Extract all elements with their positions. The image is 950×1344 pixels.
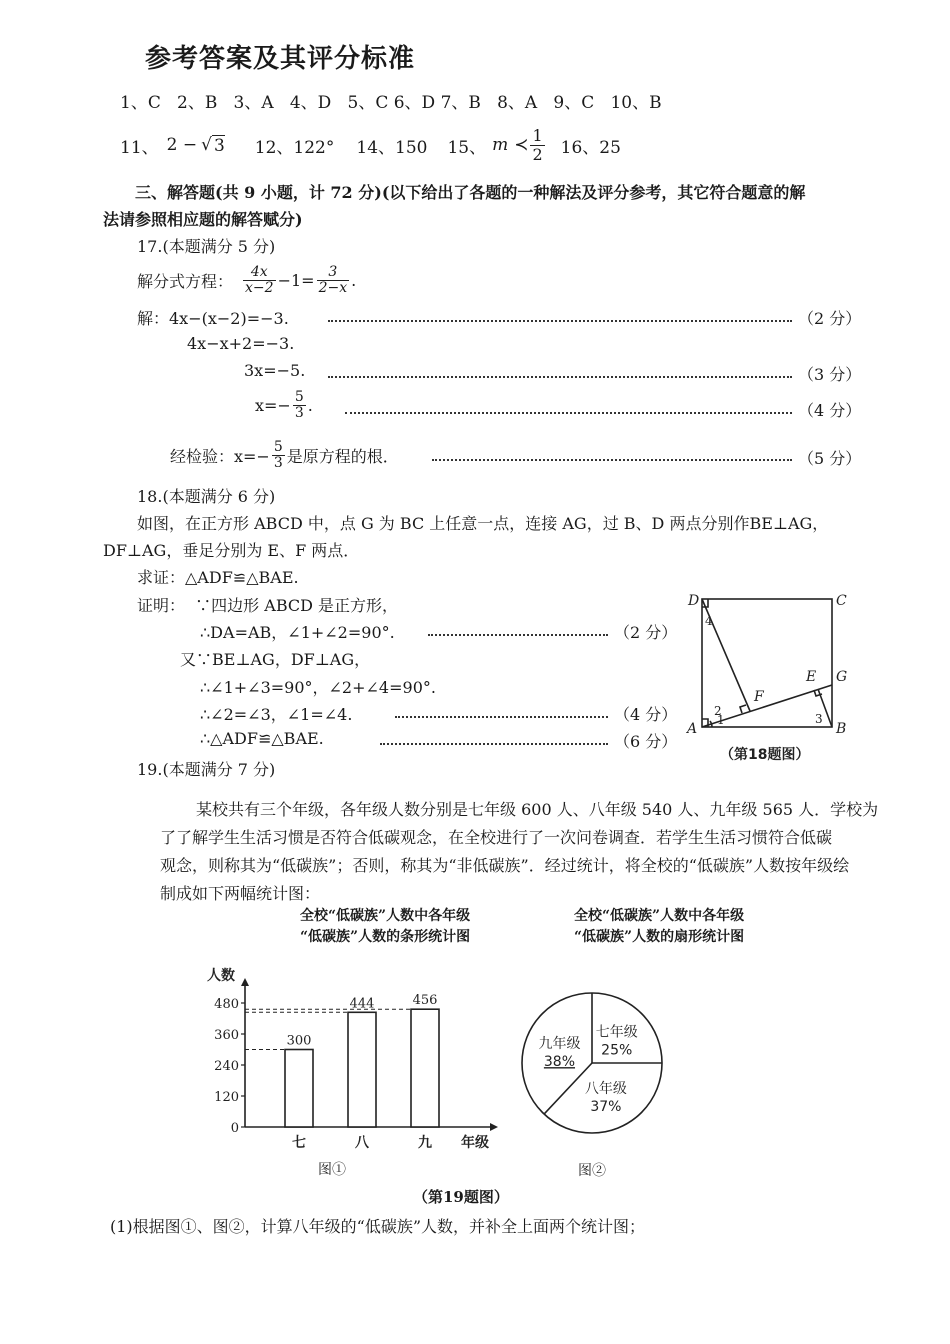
q15-lt: ≺	[514, 135, 529, 155]
y-tick-label: 360	[214, 1028, 239, 1043]
bar-value-label: 444	[349, 996, 375, 1012]
q17-step2: 4x−x+2=−3.	[187, 334, 295, 353]
bar-chart	[195, 960, 505, 1185]
q17-step1: 解：4x−(x−2)=−3.	[137, 309, 289, 328]
pie-chart-title: 全校“低碳族”人数中各年级	[574, 908, 745, 924]
q12: 12、122°	[254, 137, 335, 158]
label-f: F	[754, 689, 764, 705]
label-d: D	[688, 593, 700, 609]
q19-figure-caption: （第19题图）	[413, 1188, 509, 1206]
q18-heading: 18.(本题满分 6 分)	[137, 487, 276, 506]
bar-2	[348, 1012, 376, 1127]
bar-value-label: 300	[286, 1033, 312, 1049]
y-axis-arrow	[241, 978, 249, 986]
y-axis-label: 人数	[207, 968, 235, 984]
mc-answers: 1、C 2、B 3、A 4、D 5、C 6、D 7、B 8、A 9、C 10、B	[120, 93, 662, 113]
q17-step4-frac: $\frac{5}{3}$	[294, 388, 304, 421]
pie-chart-subtitle: “低碳族”人数的扇形统计图	[574, 929, 745, 945]
pie-chart	[510, 985, 680, 1185]
q17-equation	[137, 262, 356, 298]
q15-fraction: $\frac{1}{2}$	[532, 125, 543, 164]
q15-m: m	[492, 135, 509, 155]
angle-label-4: 4	[705, 614, 713, 628]
label-e: E	[806, 669, 817, 685]
label-g: G	[836, 669, 848, 685]
q18-score3: （6 分）	[614, 732, 678, 751]
q18-proof5: ∴∠2=∠3，∠1=∠4.	[200, 705, 353, 724]
q11-radicand: 3	[213, 135, 225, 156]
pie-slice-label: 九年级	[538, 1036, 581, 1053]
q19-para4: 制成如下两幅统计图：	[160, 884, 321, 903]
y-tick-label: 120	[214, 1090, 239, 1105]
q17-step4: x=− $\frac{5}{3}$ .	[255, 388, 313, 421]
section3-header-line2: 法请参照相应题的解答赋分)	[103, 210, 303, 229]
pie-slice-label: 七年级	[595, 1024, 638, 1041]
q11-label: 11、	[120, 137, 159, 158]
q19-para3: 观念，则称其为“低碳族”；否则，称其为“非低碳族”．经过统计，将全校的“低碳族”人数按年级绘	[160, 856, 850, 875]
x-axis-label: 年级	[461, 1135, 489, 1151]
angle-label-1: 1	[717, 713, 725, 727]
q19-question1: (1)根据图①、图②，计算八年级的“低碳族”人数，并补全上面两个统计图；	[110, 1217, 646, 1236]
q17-score1: （2 分）	[798, 309, 862, 328]
q17-score2: （3 分）	[798, 365, 862, 384]
q17-minus-one: −1=	[277, 270, 315, 290]
dots	[345, 412, 792, 414]
q17-score3: （4 分）	[798, 401, 862, 420]
q19-heading: 19.(本题满分 7 分)	[137, 760, 276, 779]
q18-proof1: 证明： ∵四边形 ABCD 是正方形，	[137, 596, 399, 615]
q18-proof4: ∴∠1+∠3=90°，∠2+∠4=90°.	[200, 678, 436, 697]
q17-frac1: $\frac{4x}{x-2}$	[245, 263, 274, 296]
x-axis-arrow	[490, 1123, 498, 1131]
pie-slice-percent: 38%	[543, 1054, 576, 1071]
dots	[328, 376, 792, 378]
q15-label: 15、	[447, 137, 487, 158]
q19-para1: 某校共有三个年级，各年级人数分别是七年级 600 人、八年级 540 人、九年级 565 人．学校为	[196, 800, 879, 819]
y-tick-label: 0	[230, 1121, 239, 1136]
q17-check-frac: $\frac{5}{3}$	[273, 438, 283, 471]
page-title: 参考答案及其评分标准	[145, 44, 416, 74]
x-tick-label: 八	[355, 1135, 369, 1151]
bar-1	[285, 1050, 313, 1128]
q14: 14、150	[356, 137, 428, 158]
fill-answers	[120, 122, 621, 168]
q17-heading: 17.(本题满分 5 分)	[137, 237, 276, 256]
right-angle-f	[740, 705, 746, 713]
bar-value-label: 456	[412, 993, 438, 1009]
bar-3	[411, 1009, 439, 1127]
q19-para2: 了了解学生生活习惯是否符合低碳观念，在全校进行了一次问卷调查．若学生生活习惯符合低碳	[160, 828, 833, 847]
q17-frac2: $\frac{3}{2-x}$	[318, 263, 348, 296]
bar-chart-title: 全校“低碳族”人数中各年级	[300, 908, 471, 924]
sqrt-sign: √	[201, 135, 212, 155]
pie-figure-label: 图②	[578, 1163, 606, 1179]
dots	[432, 459, 792, 461]
q17-check: 经检验：x=− $\frac{5}{3}$ 是原方程的根．	[170, 438, 399, 471]
dots	[428, 634, 608, 636]
q18-proof2: ∴DA=AB，∠1+∠2=90°.	[200, 623, 395, 642]
x-tick-label: 九	[418, 1135, 432, 1151]
q18-proof6: ∴△ADF≌△BAE.	[200, 729, 324, 748]
y-tick-label: 240	[214, 1059, 239, 1074]
dots	[380, 743, 608, 745]
pie-slice-label: 八年级	[584, 1081, 627, 1098]
q18-score1: （2 分）	[614, 623, 678, 642]
pie-slice-percent: 37%	[590, 1099, 622, 1116]
angle-label-2: 2	[714, 704, 722, 718]
q18-figure-caption: （第18题图）	[720, 747, 810, 763]
q18-proof3: 又∵BE⊥AG，DF⊥AG，	[180, 650, 371, 669]
y-tick-label: 480	[214, 997, 239, 1012]
label-c: C	[836, 593, 847, 609]
x-tick-label: 七	[292, 1135, 306, 1151]
q11-a: 2 −	[166, 135, 198, 155]
section3-header-line1: 三、解答题(共 9 小题，计 72 分)(以下给出了各题的一种解法及评分参考，其它符合题意的解	[135, 183, 806, 202]
pie-slice-percent: 25%	[601, 1042, 633, 1059]
q17-score4: （5 分）	[798, 449, 862, 468]
bar-figure-label: 图①	[318, 1162, 346, 1178]
q17-step3: 3x=−5.	[244, 361, 306, 380]
dots	[328, 320, 792, 322]
q18-score2: （4 分）	[614, 705, 678, 724]
dots	[395, 716, 608, 718]
label-a: A	[687, 721, 698, 737]
q18-line1: 如图，在正方形 ABCD 中，点 G 为 BC 上任意一点，连接 AG，过 B、D 两点分别作BE⊥AG，	[137, 514, 829, 533]
angle-label-3: 3	[815, 712, 823, 726]
q17-prompt: 解分式方程：	[137, 271, 234, 291]
q18-prove: 求证：△ADF≌△BAE.	[137, 568, 299, 587]
q18-line2: DF⊥AG，垂足分别为 E、F 两点．	[103, 541, 360, 560]
q18-figure	[680, 585, 855, 775]
q16: 16、25	[560, 137, 621, 158]
bar-chart-subtitle: “低碳族”人数的条形统计图	[300, 929, 471, 945]
q17-period: .	[351, 270, 357, 290]
label-b: B	[836, 721, 847, 737]
